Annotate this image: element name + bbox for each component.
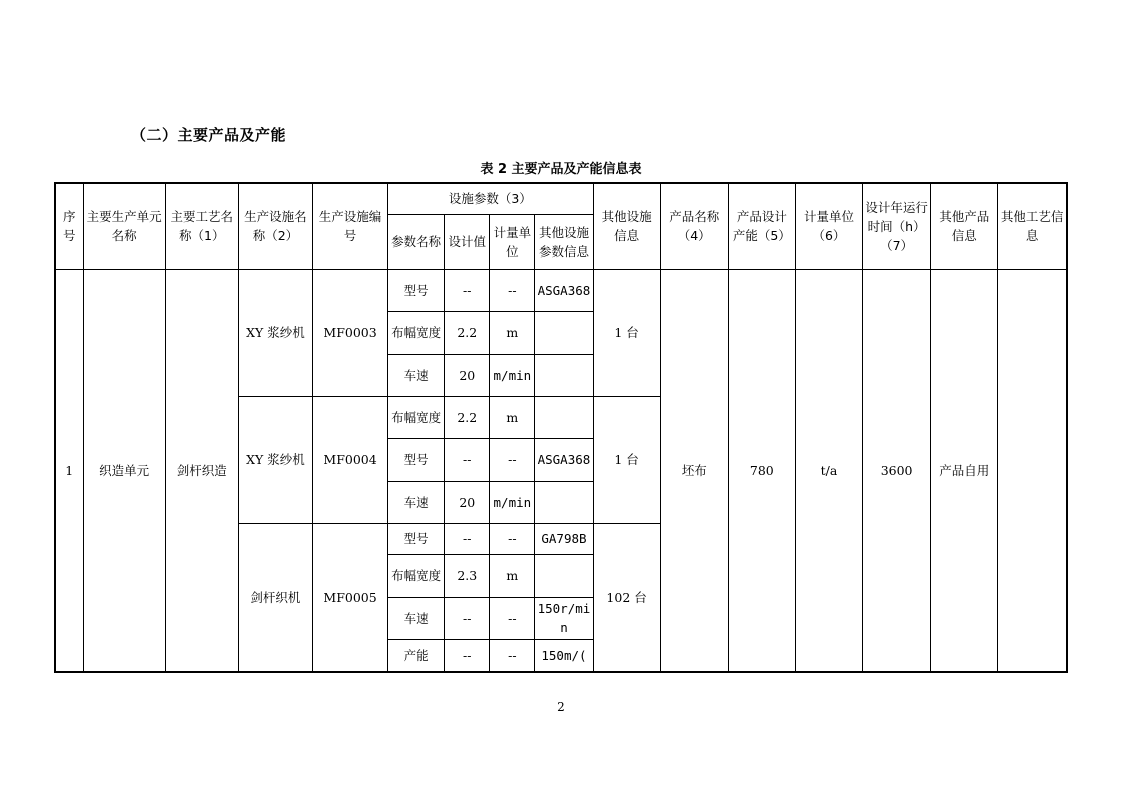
header-process-name: 主要工艺名称（1）: [165, 183, 238, 269]
param-other: GA798B: [535, 523, 593, 554]
header-capacity-unit: 计量单位（6）: [795, 183, 862, 269]
param-name: 布幅宽度: [388, 311, 445, 354]
param-value: --: [445, 523, 490, 554]
row-other-process-info: [998, 269, 1067, 672]
facility-code: MF0003: [312, 269, 387, 396]
header-facility-name: 生产设施名称（2）: [238, 183, 312, 269]
param-unit: m: [490, 311, 535, 354]
param-other: [535, 354, 593, 396]
facility-other-info: 1 台: [593, 269, 660, 396]
table-row: [55, 269, 1067, 311]
param-value: 2.3: [445, 554, 490, 597]
row-capacity-unit: t/a: [795, 269, 862, 672]
facility-code: MF0004: [312, 396, 387, 523]
param-unit: m: [490, 554, 535, 597]
param-unit: --: [490, 639, 535, 672]
param-value: --: [445, 438, 490, 481]
param-value: --: [445, 639, 490, 672]
header-other-param-info: 其他设施参数信息: [535, 214, 593, 269]
header-product-name: 产品名称（4）: [660, 183, 728, 269]
facility-name: XY 浆纱机: [238, 269, 312, 396]
param-value: 20: [445, 354, 490, 396]
param-other: 150m/(: [535, 639, 593, 672]
param-value: 2.2: [445, 396, 490, 438]
param-name: 布幅宽度: [388, 396, 445, 438]
param-other: ASGA368: [535, 438, 593, 481]
header-seq: 序号: [55, 183, 83, 269]
param-name: 车速: [388, 354, 445, 396]
header-design-hours: 设计年运行时间（h）（7）: [863, 183, 931, 269]
page-number: 2: [557, 700, 565, 714]
param-other: ASGA368: [535, 269, 593, 311]
param-other: [535, 396, 593, 438]
section-title: （二）主要产品及产能: [131, 126, 287, 144]
param-name: 产能: [388, 639, 445, 672]
header-facility-code: 生产设施编号: [312, 183, 387, 269]
row-design-hours: 3600: [863, 269, 931, 672]
header-other-process-info: 其他工艺信息: [998, 183, 1067, 269]
row-product-capacity: 780: [728, 269, 795, 672]
param-name: 型号: [388, 269, 445, 311]
param-other: [535, 481, 593, 523]
param-other: [535, 554, 593, 597]
header-product-capacity: 产品设计产能（5）: [728, 183, 795, 269]
param-value: --: [445, 269, 490, 311]
facility-other-info: 102 台: [593, 523, 660, 672]
facility-name: 剑杆织机: [238, 523, 312, 672]
header-measure-unit: 计量单位: [490, 214, 535, 269]
param-unit: --: [490, 523, 535, 554]
param-value: 20: [445, 481, 490, 523]
facility-code: MF0005: [312, 523, 387, 672]
table-caption: 表 2 主要产品及产能信息表: [480, 162, 642, 177]
row-seq: 1: [55, 269, 83, 672]
param-unit: m: [490, 396, 535, 438]
param-name: 型号: [388, 438, 445, 481]
param-name: 布幅宽度: [388, 554, 445, 597]
header-facility-params: 设施参数（3）: [388, 183, 593, 214]
facility-name: XY 浆纱机: [238, 396, 312, 523]
header-unit-name: 主要生产单元名称: [83, 183, 165, 269]
row-unit-name: 织造单元: [83, 269, 165, 672]
param-unit: --: [490, 438, 535, 481]
param-other: 150r/min: [535, 597, 593, 639]
facility-other-info: 1 台: [593, 396, 660, 523]
param-unit: m/min: [490, 481, 535, 523]
header-design-value: 设计值: [445, 214, 490, 269]
param-unit: --: [490, 269, 535, 311]
row-process-name: 剑杆织造: [165, 269, 238, 672]
param-name: 车速: [388, 597, 445, 639]
header-other-facility-info: 其他设施信息: [593, 183, 660, 269]
param-unit: --: [490, 597, 535, 639]
param-unit: m/min: [490, 354, 535, 396]
param-value: --: [445, 597, 490, 639]
product-capacity-table: [54, 182, 1068, 673]
param-other: [535, 311, 593, 354]
param-value: 2.2: [445, 311, 490, 354]
row-product-name: 坯布: [660, 269, 728, 672]
header-other-product-info: 其他产品信息: [931, 183, 998, 269]
param-name: 型号: [388, 523, 445, 554]
header-param-name: 参数名称: [388, 214, 445, 269]
row-other-product-info: 产品自用: [931, 269, 998, 672]
param-name: 车速: [388, 481, 445, 523]
